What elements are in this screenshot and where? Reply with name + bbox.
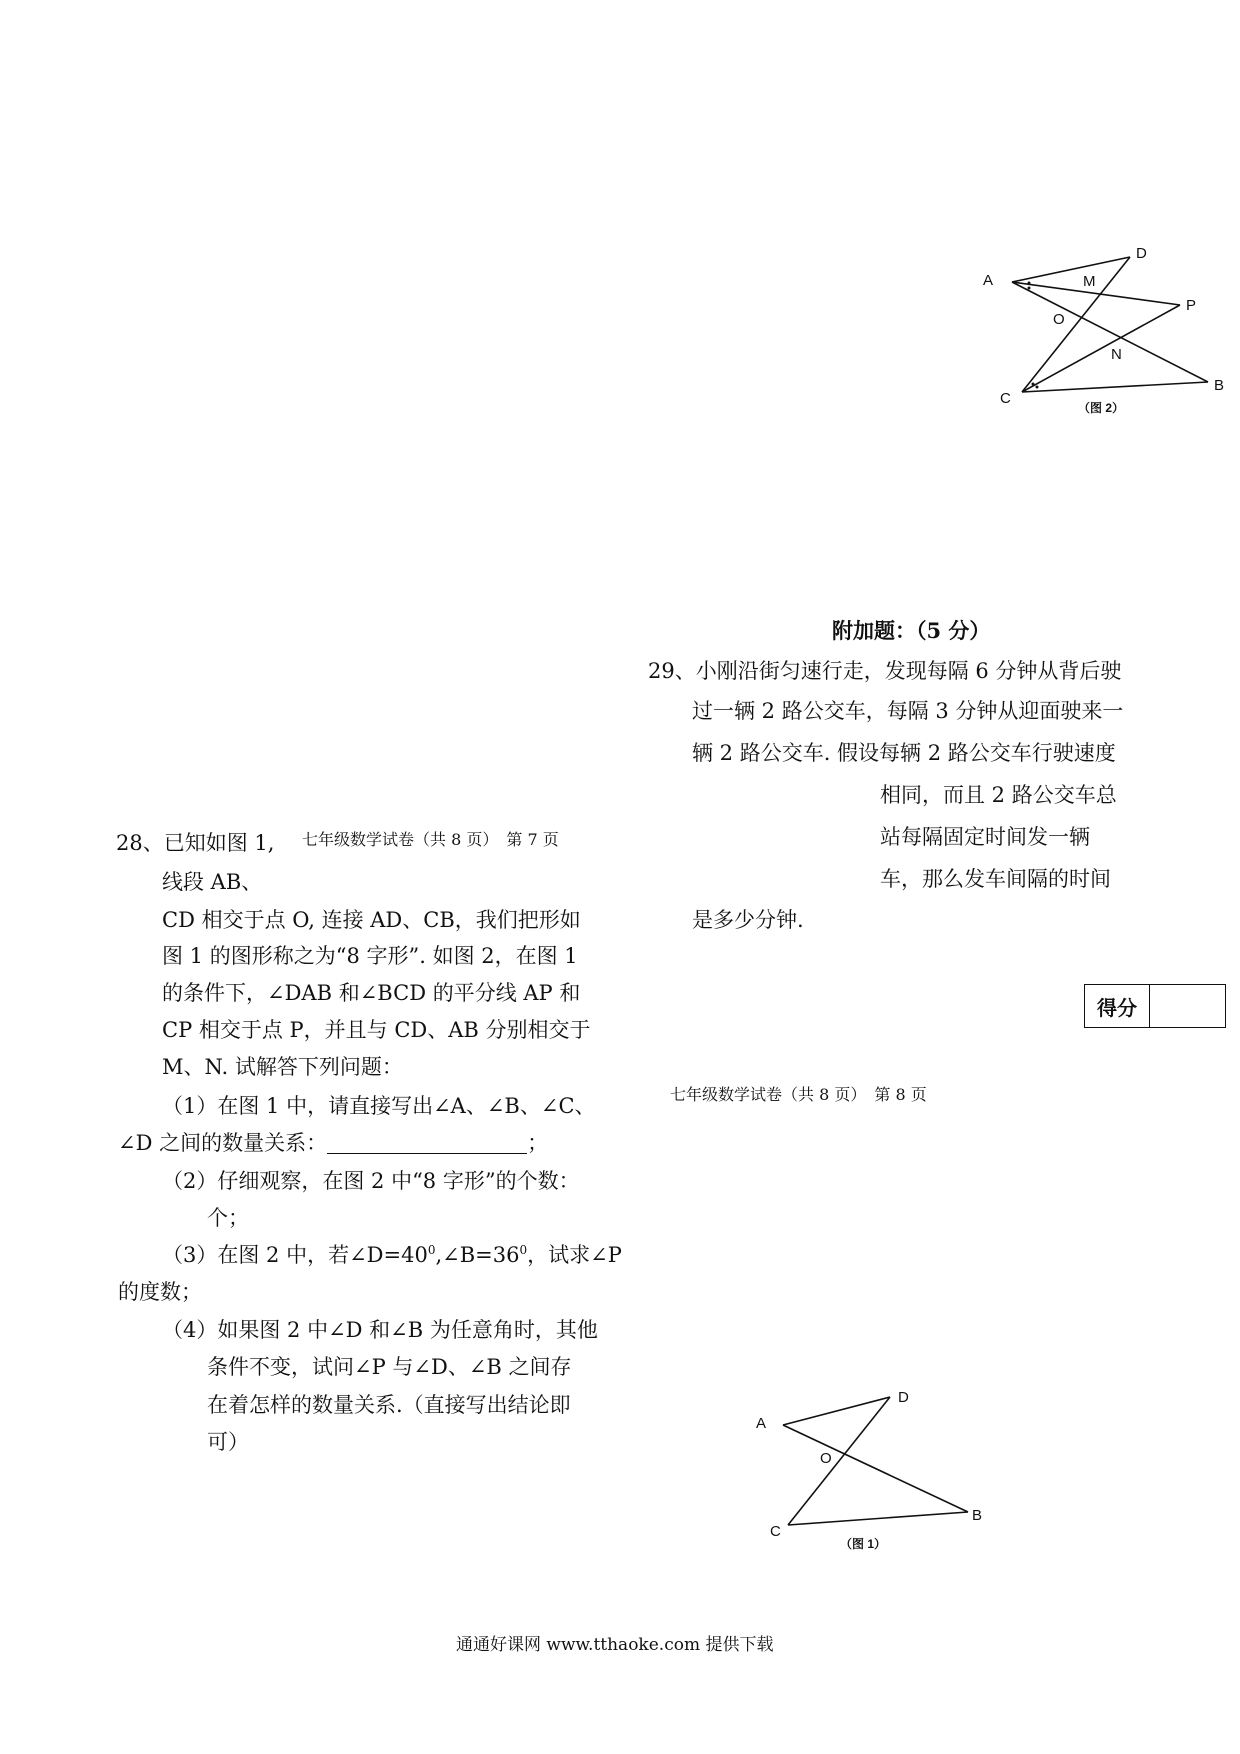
label-C: C bbox=[770, 1523, 781, 1540]
q28-part1-line-2 bbox=[118, 1133, 548, 1154]
q28-part3-text-c: ，试求∠P bbox=[527, 1243, 622, 1267]
score-label: 得分 bbox=[1085, 985, 1150, 1027]
score-box bbox=[1084, 984, 1226, 1028]
figure-2-caption: （图 2） bbox=[1078, 401, 1125, 415]
q29-line-1: 29、小刚沿街匀速行走，发现每隔 6 分钟从背后驶 bbox=[648, 659, 1122, 683]
q28-part3-line-2: 的度数； bbox=[118, 1280, 202, 1304]
degree-mark-2: 0 bbox=[519, 1243, 528, 1257]
figure-1 bbox=[740, 1380, 1000, 1560]
score-value[interactable] bbox=[1150, 985, 1225, 1027]
label-C: C bbox=[1000, 390, 1011, 407]
label-P: P bbox=[1186, 297, 1197, 314]
q28-part3-text-a: （3）在图 2 中，若∠D=40 bbox=[162, 1243, 428, 1267]
label-N: N bbox=[1111, 346, 1122, 363]
label-O: O bbox=[820, 1450, 832, 1467]
q28-line-2: 线段 AB、 bbox=[162, 870, 263, 894]
footer-page-8: 七年级数学试卷（共 8 页） 第 8 页 bbox=[670, 1085, 927, 1104]
label-O: O bbox=[1053, 311, 1065, 328]
angle-mark-C bbox=[1032, 383, 1035, 386]
q28-part1-text: ∠D 之间的数量关系： bbox=[118, 1131, 328, 1155]
q28-line-6: CP 相交于点 P，并且与 CD、AB 分别相交于 bbox=[162, 1018, 591, 1042]
segment-AD bbox=[783, 1397, 890, 1425]
degree-mark-1: 0 bbox=[427, 1243, 436, 1257]
angle-mark-A2 bbox=[1028, 287, 1031, 290]
q28-part4-line-4: 可） bbox=[207, 1430, 249, 1454]
segment-CP bbox=[1022, 305, 1180, 392]
label-A: A bbox=[983, 272, 994, 289]
segment-AP bbox=[1012, 282, 1180, 305]
figure-2 bbox=[970, 235, 1230, 425]
q28-part3-line-1 bbox=[162, 1244, 622, 1266]
label-M: M bbox=[1083, 273, 1096, 290]
label-B: B bbox=[972, 1507, 983, 1524]
angle-mark-C2 bbox=[1036, 386, 1039, 389]
segment-CD bbox=[788, 1397, 890, 1525]
q29-line-2: 过一辆 2 路公交车，每隔 3 分钟从迎面驶来一 bbox=[692, 699, 1124, 723]
label-D: D bbox=[1136, 245, 1147, 262]
figure-1-caption: （图 1） bbox=[840, 1537, 887, 1551]
q28-line-3: CD 相交于点 O, 连接 AD、CB，我们把形如 bbox=[162, 908, 581, 932]
bonus-heading: 附加题：（5 分） bbox=[832, 618, 991, 643]
label-B: B bbox=[1214, 377, 1225, 394]
label-A: A bbox=[756, 1415, 767, 1432]
q28-part4-line-3: 在着怎样的数量关系.（直接写出结论即 bbox=[207, 1393, 571, 1417]
q28-line-4: 图 1 的图形称之为“8 字形”. 如图 2，在图 1 bbox=[162, 944, 578, 968]
q29-line-7: 是多少分钟. bbox=[692, 908, 804, 932]
q29-line-5: 站每隔固定时间发一辆 bbox=[880, 825, 1090, 849]
q28-part2-line-2: 个； bbox=[207, 1206, 249, 1230]
q28-line-7: M、N. 试解答下列问题： bbox=[162, 1055, 403, 1079]
footer-page-7: 七年级数学试卷（共 8 页） 第 7 页 bbox=[302, 830, 559, 849]
q28-part1-line-1: （1）在图 1 中，请直接写出∠A、∠B、∠C、 bbox=[162, 1094, 596, 1118]
q29-line-6: 车，那么发车间隔的时间 bbox=[880, 867, 1111, 891]
q28-part4-line-1: （4）如果图 2 中∠D 和∠B 为任意角时，其他 bbox=[162, 1318, 598, 1342]
q28-line-5: 的条件下，∠DAB 和∠BCD 的平分线 AP 和 bbox=[162, 981, 581, 1005]
label-D: D bbox=[898, 1389, 909, 1406]
segment-CB bbox=[788, 1512, 968, 1525]
q28-part3-text-b: ,∠B=36 bbox=[435, 1243, 520, 1267]
q28-part4-line-2: 条件不变，试问∠P 与∠D、∠B 之间存 bbox=[207, 1355, 572, 1379]
angle-mark-A bbox=[1028, 282, 1031, 285]
q28-part1-semicolon: ； bbox=[527, 1131, 549, 1155]
q28-part2-line-1: （2）仔细观察，在图 2 中“8 字形”的个数： bbox=[162, 1169, 580, 1193]
q29-line-4: 相同，而且 2 路公交车总 bbox=[880, 783, 1117, 807]
q29-line-3: 辆 2 路公交车. 假设每辆 2 路公交车行驶速度 bbox=[692, 741, 1116, 765]
q28-line-1: 28、已知如图 1, bbox=[116, 831, 275, 855]
segment-AB bbox=[783, 1425, 968, 1512]
bottom-footer: 通通好课网 www.tthaoke.com 提供下载 bbox=[456, 1635, 774, 1655]
answer-blank[interactable] bbox=[327, 1135, 527, 1154]
segment-CB bbox=[1022, 382, 1208, 392]
